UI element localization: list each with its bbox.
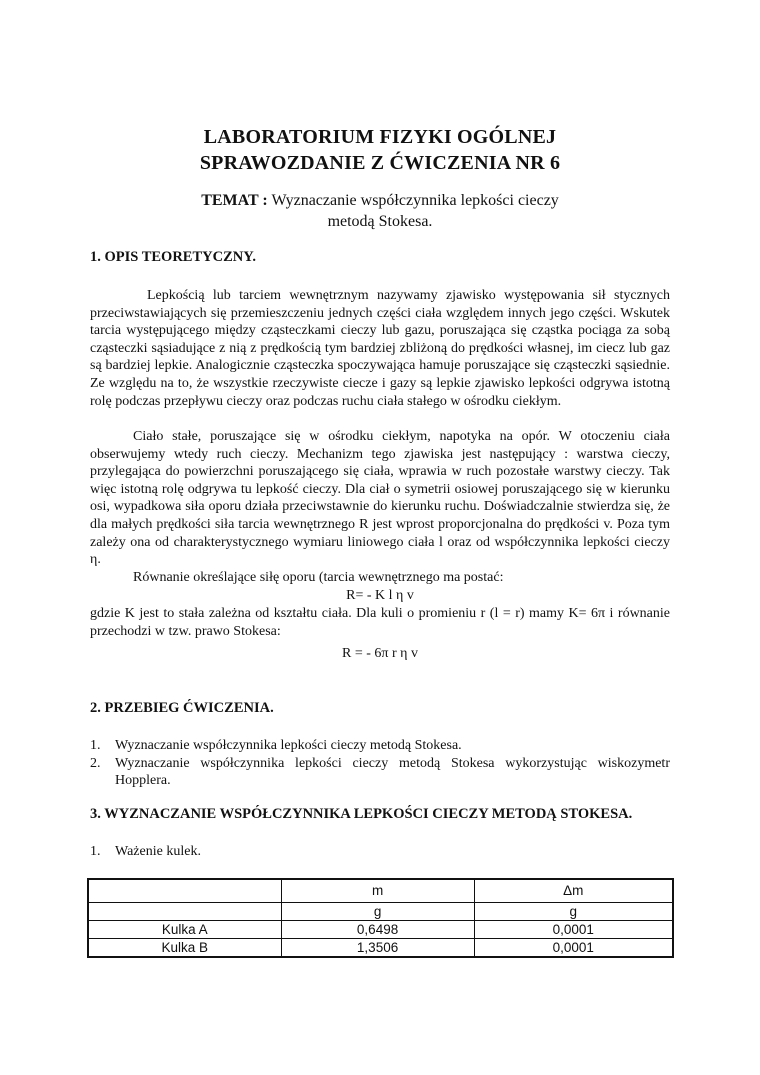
- topic-text-line-2: metodą Stokesa.: [327, 213, 433, 230]
- table-cell: 0,0001: [474, 921, 673, 939]
- list-item-text: Wyznaczanie współczynnika lepkości cieczy metodą Stokesa.: [115, 738, 462, 753]
- table-cell: g: [281, 903, 474, 921]
- list-item: [90, 755, 670, 790]
- table-row: [88, 921, 673, 939]
- topic-text-line-1: Wyznaczanie współczynnika lepkości cieczy: [271, 192, 559, 209]
- paragraph-4: gdzie K jest to stała zależna od kształtu ciała. Dla kuli o promieniu r (l = r) mamy K= 6π i równanie przechodzi w tzw. prawo Stokesa:: [90, 606, 670, 639]
- table-header-cell: [88, 879, 281, 903]
- section-2-list: [90, 737, 670, 790]
- topic-label: TEMAT :: [201, 192, 268, 209]
- section-2-heading: 2. PRZEBIEG ĆWICZENIA.: [90, 700, 274, 716]
- table-header-cell: m: [281, 879, 474, 903]
- table-cell: [88, 903, 281, 921]
- section-3-heading: 3. WYZNACZANIE WSPÓŁCZYNNIKA LEPKOŚCI CIECZY METODĄ STOKESA.: [90, 806, 633, 822]
- list-item-text: Wyznaczanie współczynnika lepkości cieczy metodą Stokesa wykorzystując wiskozymetr Hopplera.: [115, 755, 670, 789]
- table-header-cell: Δm: [474, 879, 673, 903]
- list-item-number: 1.: [90, 844, 101, 859]
- list-item-number: 2.: [90, 755, 101, 771]
- list-item-number: 1.: [90, 738, 101, 753]
- table-cell: 1,3506: [281, 939, 474, 958]
- mass-table: [87, 878, 674, 958]
- table-header-row: [88, 879, 673, 903]
- formula-2: R = - 6π r η v: [342, 646, 418, 661]
- title-line-2: SPRAWOZDANIE Z ĆWICZENIA NR 6: [199, 152, 561, 174]
- table-cell: g: [474, 903, 673, 921]
- table-cell: 0,6498: [281, 921, 474, 939]
- topic: [90, 190, 670, 232]
- table-units-row: [88, 903, 673, 921]
- table-cell: 0,0001: [474, 939, 673, 958]
- list-item: [90, 843, 670, 861]
- table-cell: Kulka B: [88, 939, 281, 958]
- paragraph-2: Ciało stałe, poruszające się w ośrodku ciekłym, napotyka na opór. W otoczeniu ciała obserwujemy wtedy ruch cieczy. Mechanizm tego zjawiska jest następujący : warstwa cieczy, przylegająca do powierzchni poruszającego się ciała, wprawia w ruch pozostałe warstwy cieczy. Tak więc istotną rolę odgrywa tu lepkość cieczy. Dla ciał o symetrii osiowej poruszającego się w kierunku osi, wypadkowa siła oporu działa przeciwstawnie do kierunku ruchu. Doświadczalnie stwierdza się, że dla małych prędkości siła tarcia wewnętrznego R jest wprost proporcjonalna do prędkości v. Poza tym zależy ona od charakterystycznego wymiaru liniowego ciała l oraz od współczynnika lepkości cieczy η.: [90, 429, 670, 568]
- formula-1: R= - K l η v: [346, 588, 414, 603]
- list-item-text: Ważenie kulek.: [115, 844, 201, 859]
- section-3-list: [90, 843, 670, 861]
- section-1-heading: 1. OPIS TEORETYCZNY.: [90, 249, 256, 265]
- paragraph-1: Lepkością lub tarciem wewnętrznym nazywamy zjawisko występowania sił stycznych przeciwstawiających się przemieszczeniu jednych części ciała względem innych jego części. Wskutek tarcia występującego między cząsteczkami cieczy lub gazu, poruszająca się cząstka pociąga za sobą cząsteczki sąsiadujące z nią z prędkością tym bardziej zbliżoną do prędkości własnej, im ciecz lub gaz są bardziej lepkie. Analogicznie cząsteczka spoczywająca hamuje poruszające się cząsteczki sąsiednie. Ze względu na to, że wszystkie rzeczywiste ciecze i gazy są lepkie zjawisko lepkości odgrywa istotną rolę podczas przepływu cieczy oraz podczas ruchu ciała stałego w ośrodku ciekłym.: [90, 288, 670, 409]
- table-row: [88, 939, 673, 958]
- paragraph-3: Równanie określające siłę oporu (tarcia wewnętrznego ma postać:: [133, 570, 504, 585]
- table-cell: Kulka A: [88, 921, 281, 939]
- title-line-1: LABORATORIUM FIZYKI OGÓLNEJ: [203, 126, 557, 148]
- list-item: [90, 737, 670, 755]
